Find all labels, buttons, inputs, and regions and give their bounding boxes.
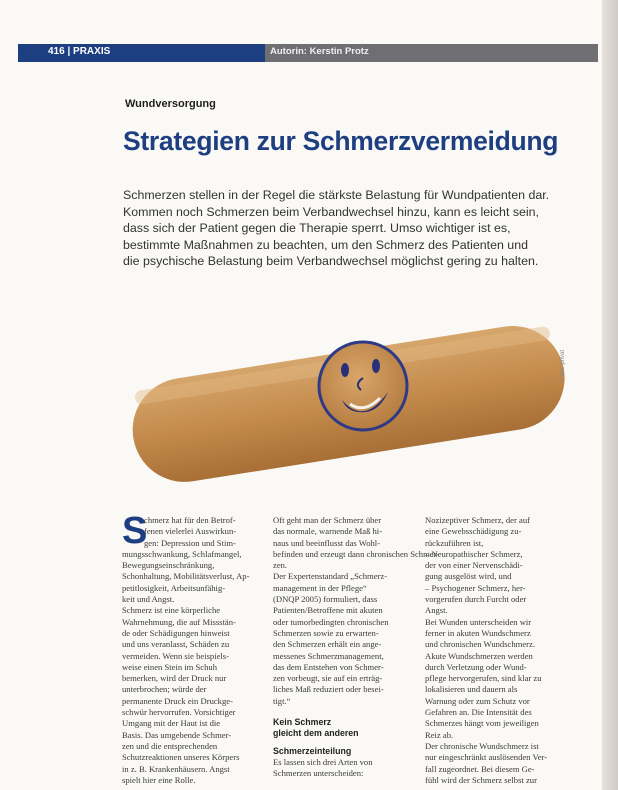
body-line: gung ausgelöst wird, und bbox=[425, 571, 512, 582]
body-line: mungsschwankung, Schlafmangel, bbox=[122, 548, 242, 559]
body-line: Wahrnehmung, die auf Missstän- bbox=[122, 616, 236, 627]
body-line: (DNQP 2005) formuliert, dass bbox=[273, 594, 378, 605]
body-line: Es lassen sich drei Arten von bbox=[273, 756, 373, 767]
body-line: spielt hier eine Rolle. bbox=[122, 774, 196, 785]
body-line: vermeiden. Wenn sie beispiels- bbox=[122, 650, 230, 661]
body-line: Der Expertenstandard „Schmerz- bbox=[273, 571, 388, 582]
body-line: der von einer Nervenschädi- bbox=[425, 560, 523, 571]
body-line: Schmerzen unterscheiden: bbox=[273, 768, 364, 779]
body-line: de oder Schädigungen hinweist bbox=[122, 627, 230, 638]
subheading: Kein Schmerz bbox=[273, 717, 332, 728]
body-line: durch Verletzung oder Wund- bbox=[425, 661, 527, 672]
body-line: Schmerzen sowie zu erwarten- bbox=[273, 627, 379, 638]
body-line: Warnung oder zum Schutz vor bbox=[425, 695, 530, 706]
body-line: zen und die entsprechenden bbox=[122, 740, 218, 751]
body-line: eine Gewebsschädigung zu- bbox=[425, 526, 522, 537]
body-line: Schutzreaktionen unseres Körpers bbox=[122, 752, 240, 763]
article-title: Strategien zur Schmerzvermeidung bbox=[123, 126, 559, 156]
body-line: tigt.“ bbox=[273, 695, 291, 706]
body-line: management in der Pflege“ bbox=[273, 582, 367, 593]
body-line: Oft geht man der Schmerz über bbox=[273, 515, 382, 525]
body-line: Patienten/Betroffene mit akuten bbox=[273, 605, 383, 616]
body-line: das dem Entstehen von Schmer- bbox=[273, 661, 384, 672]
body-line: ferner in akuten Wundschmerz bbox=[425, 627, 531, 638]
lead-line: bestimmte Maßnahmen zu beachten, um den Schmerz des Patienten und bbox=[123, 237, 528, 252]
body-line: zen vorbeugt, sie auf ein erträg- bbox=[273, 673, 383, 684]
lead-line: dass sich der Patient gegen die Therapie sperrt. Umso wichtiger ist es, bbox=[123, 221, 511, 235]
body-line: keit und Angst. bbox=[122, 594, 175, 605]
body-line: Umgang mit der Haut ist die bbox=[122, 718, 221, 729]
lead-line: Kommen noch Schmerzen beim Verbandwechsel hinzu, kann es leicht sein, bbox=[123, 204, 539, 219]
body-line: lokalisieren und dauern als bbox=[425, 684, 518, 695]
body-line: und chronischen Wundschmerz. bbox=[425, 639, 535, 650]
body-line: den Schmerzen erhält ein ange- bbox=[273, 639, 382, 650]
body-line: oder tumorbedingten chronischen bbox=[273, 616, 389, 627]
page-section-label: 416 | PRAXIS bbox=[48, 46, 111, 57]
author-label: Autorin: Kerstin Protz bbox=[270, 46, 369, 57]
body-line: petitlosigkeit, Arbeitsunfähig- bbox=[122, 582, 226, 593]
page-edge-shadow bbox=[602, 0, 618, 790]
body-line: in z. B. Krankenhäusern. Angst bbox=[122, 763, 230, 774]
body-line: Der chronische Wundschmerz ist bbox=[425, 740, 539, 751]
lead-line: Schmerzen stellen in der Regel die stärkste Belastung für Wundpatienten dar. bbox=[123, 188, 550, 202]
body-line: vorgerufen durch Furcht oder bbox=[425, 594, 527, 605]
body-line: messenes Schmerzmanagement, bbox=[273, 650, 384, 661]
body-line: rückzuführen ist, bbox=[425, 537, 484, 548]
body-line: befinden und erzeugt dann chronischen Schmer- bbox=[273, 548, 440, 559]
body-line: fühl wird der Schmerz selbst zur bbox=[425, 774, 537, 785]
body-line: gen: Depression und Stim- bbox=[144, 537, 236, 548]
body-line: – Psychogener Schmerz, her- bbox=[425, 582, 526, 593]
body-line: das normale, warnende Maß hi- bbox=[273, 526, 383, 537]
body-line: naus und beeinflusst das Wohl- bbox=[273, 537, 381, 548]
lead-line: die psychische Belastung beim Verbandwechsel möglichst gering zu halten. bbox=[123, 254, 539, 268]
body-line: bemerken, wird der Druck nur bbox=[122, 673, 227, 684]
text-column-3 bbox=[425, 515, 571, 786]
body-line: Bewegungseinschränkung, bbox=[122, 560, 215, 571]
body-line: unterbrochen; würde der bbox=[122, 684, 207, 695]
body-line: schwür hervorrufen. Vorsichtiger bbox=[122, 707, 236, 718]
body-line: liches Maß reduziert oder besei- bbox=[273, 684, 384, 695]
body-line: Akute Wundschmerzen werden bbox=[425, 650, 533, 661]
body-line: zen. bbox=[273, 560, 288, 571]
body-line: nur eingeschränkt auslösenden Ver- bbox=[425, 752, 548, 763]
photo-credit: Foto: privat bbox=[560, 349, 566, 380]
body-line: Schmerz ist eine körperliche bbox=[122, 605, 221, 616]
body-line: fall zugeordnet. Bei diesem Ge- bbox=[425, 763, 535, 774]
body-line: weise einen Stein im Schuh bbox=[122, 661, 217, 672]
body-line: fenen vielerlei Auswirkun- bbox=[144, 526, 237, 537]
body-line: Basis. Das umgebende Schmer- bbox=[122, 729, 232, 740]
subheading: Schmerzeinteilung bbox=[273, 745, 352, 756]
body-line: und uns veranlasst, Schäden zu bbox=[122, 639, 230, 650]
body-line: Schonhaltung, Mobilitätsverlust, Ap- bbox=[122, 571, 250, 582]
body-line: – Neuropathischer Schmerz, bbox=[425, 548, 523, 559]
smiling-bandage-photo bbox=[118, 300, 578, 500]
body-line: Gefahren an. Die Intensität des bbox=[425, 707, 532, 718]
body-line: chmerz hat für den Betrof- bbox=[144, 515, 236, 525]
body-line: Bei Wunden unterscheiden wir bbox=[425, 616, 532, 627]
body-line: Angst. bbox=[425, 605, 448, 616]
body-line: Reiz ab. bbox=[425, 729, 454, 740]
article-lead bbox=[123, 187, 583, 270]
text-column-1 bbox=[122, 510, 264, 786]
drop-cap: S bbox=[122, 510, 148, 552]
body-line: Schmerzes hängt vom jeweiligen bbox=[425, 718, 539, 729]
subheading: gleicht dem anderen bbox=[273, 728, 359, 739]
body-line: permanente Druck ein Druckge- bbox=[122, 695, 233, 706]
article-kicker: Wundversorgung bbox=[125, 98, 216, 110]
smiley-face-icon bbox=[319, 342, 407, 430]
body-line: Nozizeptiver Schmerz, der auf bbox=[425, 515, 530, 525]
body-line: pflege hervorgerufen, sind klar zu bbox=[425, 673, 542, 684]
